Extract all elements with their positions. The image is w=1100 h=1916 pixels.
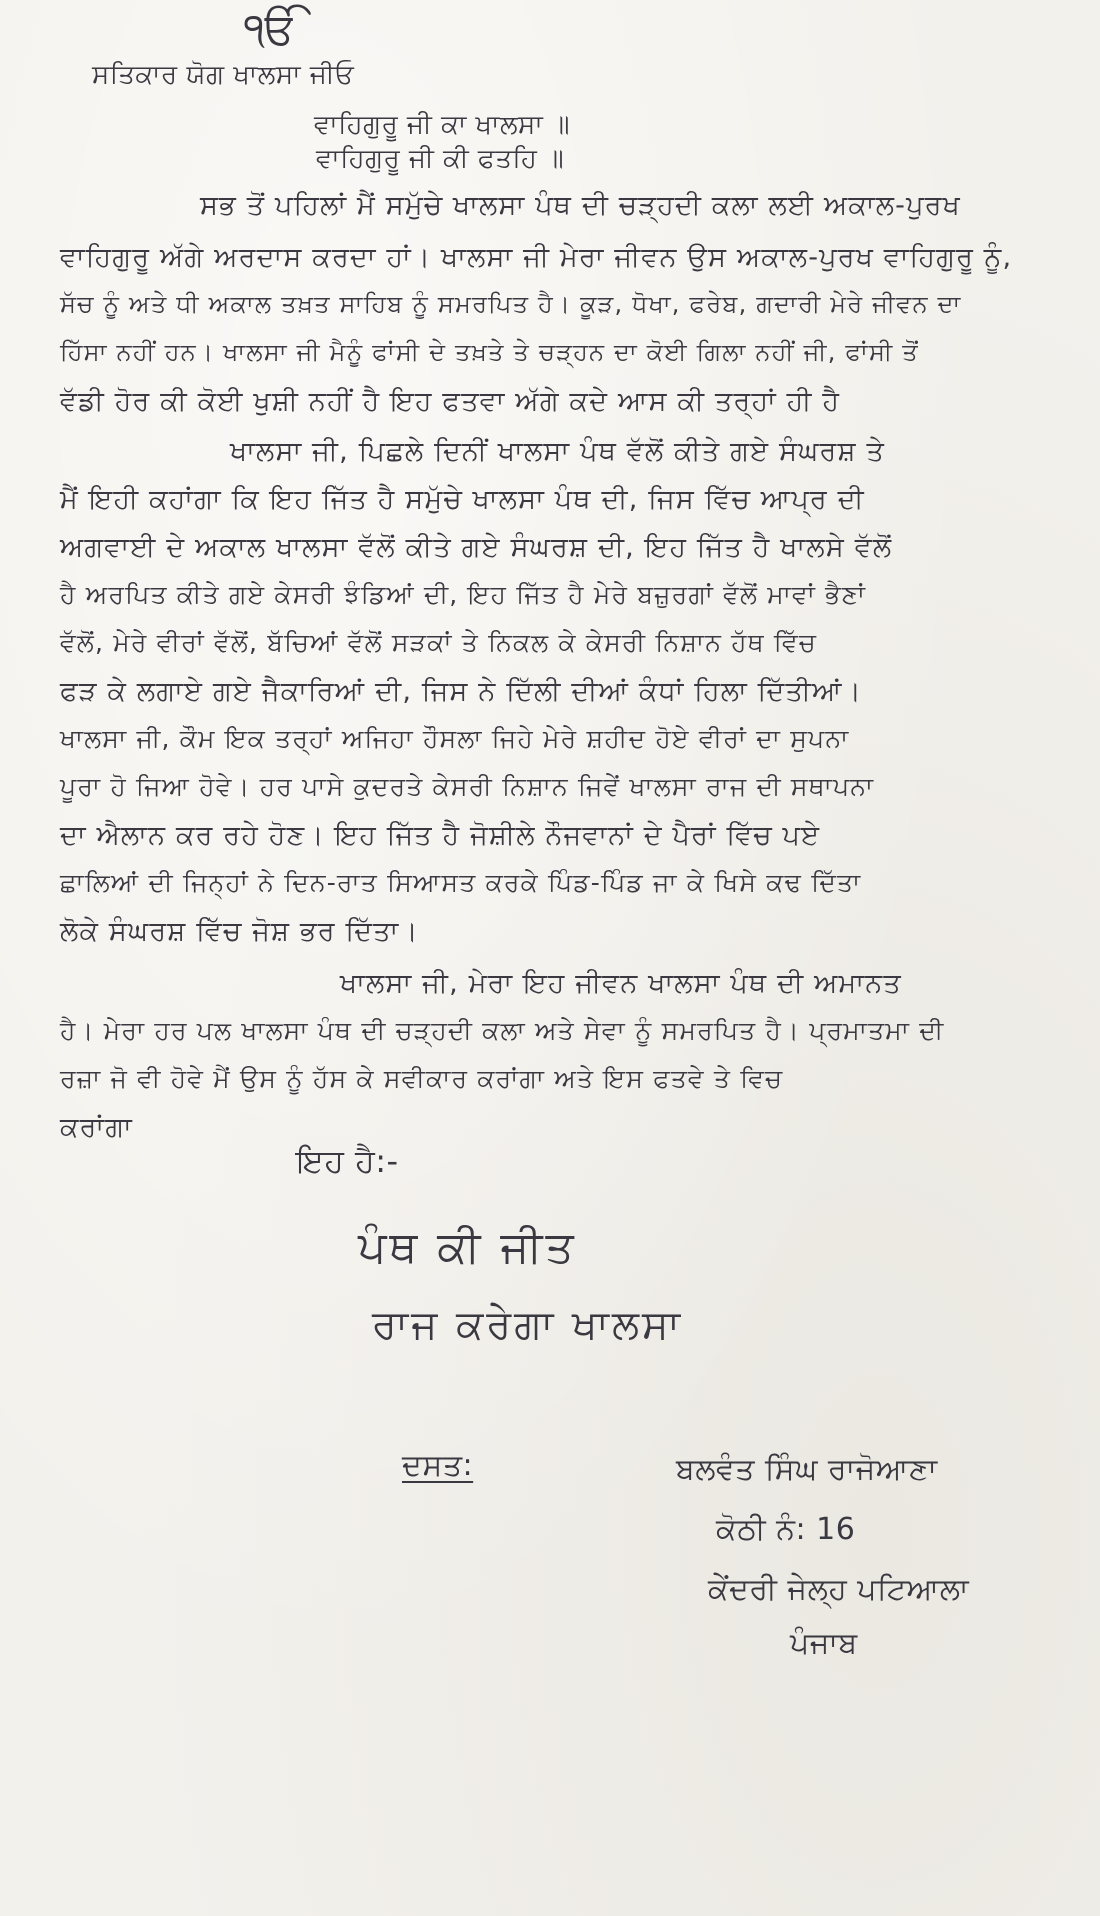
paragraph-2-line-8: ਪੂਰਾ ਹੋ ਜਿਆ ਹੋਵੇ। ਹਰ ਪਾਸੇ ਕੁਦਰਤੇ ਕੇਸਰੀ ਨਿਸ਼ਾਨ ਜਿਵੇਂ ਖਾਲਸਾ ਰਾਜ ਦੀ ਸਥਾਪਨਾ [60, 772, 875, 801]
paragraph-1-line-3: ਸੱਚ ਨੂੰ ਅਤੇ ਧੀ ਅਕਾਲ ਤਖ਼ਤ ਸਾਹਿਬ ਨੂੰ ਸਮਰਪਿਤ ਹੈ। ਕੂੜ, ਧੋਖਾ, ਫਰੇਬ, ਗਦਾਰੀ ਮੇਰੇ ਜੀਵਨ ਦਾ [60, 290, 962, 318]
paragraph-3-line-4: ਕਰਾਂਗਾ [60, 1112, 133, 1143]
paragraph-1-line-1: ਸਭ ਤੋਂ ਪਹਿਲਾਂ ਮੈਂ ਸਮੁੱਚੇ ਖਾਲਸਾ ਪੰਥ ਦੀ ਚੜ੍ਹਦੀ ਕਲਾ ਲਈ ਅਕਾਲ-ਪੁਰਖ [200, 190, 961, 221]
paragraph-2-line-1: ਖਾਲਸਾ ਜੀ, ਪਿਛਲੇ ਦਿਨੀਂ ਖਾਲਸਾ ਪੰਥ ਵੱਲੋਂ ਕੀਤੇ ਗਏ ਸੰਘਰਸ਼ ਤੇ [230, 436, 885, 467]
paragraph-1-line-2: ਵਾਹਿਗੁਰੂ ਅੱਗੇ ਅਰਦਾਸ ਕਰਦਾ ਹਾਂ। ਖਾਲਸਾ ਜੀ ਮੇਰਾ ਜੀਵਨ ਉਸ ਅਕਾਲ-ਪੁਰਖ ਵਾਹਿਗੁਰੂ ਨੂੰ, [60, 242, 1013, 273]
paragraph-2-line-4: ਹੈ ਅਰਪਿਤ ਕੀਤੇ ਗਏ ਕੇਸਰੀ ਝੰਡਿਆਂ ਦੀ, ਇਹ ਜਿੱਤ ਹੈ ਮੇਰੇ ਬਜ਼ੁਰਗਾਂ ਵੱਲੋਂ ਮਾਵਾਂ ਭੈਣਾਂ [60, 580, 867, 609]
greeting-line-1: ਵਾਹਿਗੁਰੂ ਜੀ ਕਾ ਖਾਲਸਾ ॥ [314, 110, 571, 140]
slogan-raj-karega-khalsa: ਰਾਜ ਕਰੇਗਾ ਖਾਲਸਾ [372, 1302, 684, 1348]
paragraph-2-line-9: ਦਾ ਐਲਾਨ ਕਰ ਰਹੇ ਹੋਣ। ਇਹ ਜਿੱਤ ਹੈ ਜੋਸ਼ੀਲੇ ਨੌਜਵਾਨਾਂ ਦੇ ਪੈਰਾਂ ਵਿੱਚ ਪਏ [60, 820, 821, 851]
paragraph-2-line-2: ਮੈਂ ਇਹੀ ਕਹਾਂਗਾ ਕਿ ਇਹ ਜਿੱਤ ਹੈ ਸਮੁੱਚੇ ਖਾਲਸਾ ਪੰਥ ਦੀ, ਜਿਸ ਵਿੱਚ ਆਪ੍ਰ ਦੀ [60, 484, 865, 515]
signer-name: ਬਲਵੰਤ ਸਿੰਘ ਰਾਜੋਆਣਾ [676, 1452, 938, 1487]
jail-name: ਕੇਂਦਰੀ ਜੇਲ੍ਹ ਪਟਿਆਲਾ [708, 1572, 970, 1607]
state-name: ਪੰਜਾਬ [790, 1626, 858, 1661]
paragraph-2-line-10: ਛਾਲਿਆਂ ਦੀ ਜਿਨ੍ਹਾਂ ਨੇ ਦਿਨ-ਰਾਤ ਸਿਆਸਤ ਕਰਕੇ ਪਿੰਡ-ਪਿੰਡ ਜਾ ਕੇ ਖਿਸੇ ਕਢ ਦਿੱਤਾ [60, 868, 862, 897]
paragraph-2-line-6: ਫੜ ਕੇ ਲਗਾਏ ਗਏ ਜੈਕਾਰਿਆਂ ਦੀ, ਜਿਸ ਨੇ ਦਿੱਲੀ ਦੀਆਂ ਕੰਧਾਂ ਹਿਲਾ ਦਿੱਤੀਆਂ। [60, 676, 863, 707]
invocation-symbol: ੴ [244, 4, 301, 55]
salutation: ਸਤਿਕਾਰ ਯੋਗ ਖਾਲਸਾ ਜੀਓ [92, 60, 355, 90]
paragraph-2-line-7: ਖਾਲਸਾ ਜੀ, ਕੌਮ ਇਕ ਤਰ੍ਹਾਂ ਅਜਿਹਾ ਹੌਸਲਾ ਜਿਹੇ ਮੇਰੇ ਸ਼ਹੀਦ ਹੋਏ ਵੀਰਾਂ ਦਾ ਸੁਪਨਾ [60, 724, 850, 753]
paragraph-3-line-3: ਰਜ਼ਾ ਜੋ ਵੀ ਹੋਵੇ ਮੈਂ ਉਸ ਨੂੰ ਹੱਸ ਕੇ ਸਵੀਕਾਰ ਕਰਾਂਗਾ ਅਤੇ ਇਸ ਫਤਵੇ ਤੇ ਵਿਚ [60, 1064, 784, 1093]
paragraph-1-line-4: ਹਿੱਸਾ ਨਹੀਂ ਹਨ। ਖਾਲਸਾ ਜੀ ਮੈਨੂੰ ਫਾਂਸੀ ਦੇ ਤਖ਼ਤੇ ਤੇ ਚੜ੍ਹਨ ਦਾ ਕੋਈ ਗਿਲਾ ਨਹੀਂ ਜੀ, ਫਾਂਸੀ ਤੋਂ [60, 338, 919, 366]
paragraph-3-line-2: ਹੈ। ਮੇਰਾ ਹਰ ਪਲ ਖਾਲਸਾ ਪੰਥ ਦੀ ਚੜ੍ਹਦੀ ਕਲਾ ਅਤੇ ਸੇਵਾ ਨੂੰ ਸਮਰਪਿਤ ਹੈ। ਪ੍ਰਮਾਤਮਾ ਦੀ [60, 1016, 945, 1045]
signature-label: ਦਸਤ: [402, 1448, 474, 1483]
paragraph-2-line-3: ਅਗਵਾਈ ਦੇ ਅਕਾਲ ਖਾਲਸਾ ਵੱਲੋਂ ਕੀਤੇ ਗਏ ਸੰਘਰਸ਼ ਦੀ, ਇਹ ਜਿੱਤ ਹੈ ਖਾਲਸੇ ਵੱਲੋਂ [60, 532, 893, 563]
cell-number: ਕੋਠੀ ਨੰ: 16 [716, 1512, 856, 1547]
paragraph-2-line-5: ਵੱਲੋਂ, ਮੇਰੇ ਵੀਰਾਂ ਵੱਲੋਂ, ਬੱਚਿਆਂ ਵੱਲੋਂ ਸੜਕਾਂ ਤੇ ਨਿਕਲ ਕੇ ਕੇਸਰੀ ਨਿਸ਼ਾਨ ਹੱਥ ਵਿੱਚ [60, 628, 817, 657]
slogan-panth-ki-jeet: ਪੰਥ ਕੀ ਜੀਤ [358, 1222, 577, 1273]
paragraph-1-line-5: ਵੱਡੀ ਹੋਰ ਕੀ ਕੋਈ ਖੁਸ਼ੀ ਨਹੀਂ ਹੈ ਇਹ ਫਤਵਾ ਅੱਗੇ ਕਦੇ ਆਸ ਕੀ ਤਰ੍ਹਾਂ ਹੀ ਹੈ [60, 386, 841, 417]
paragraph-3-line-1: ਖਾਲਸਾ ਜੀ, ਮੇਰਾ ਇਹ ਜੀਵਨ ਖਾਲਸਾ ਪੰਥ ਦੀ ਅਮਾਨਤ [340, 968, 902, 999]
closing-lead: ਇਹ ਹੈ:- [296, 1142, 399, 1180]
greeting-line-2: ਵਾਹਿਗੁਰੂ ਜੀ ਕੀ ਫਤਹਿ ॥ [316, 144, 565, 174]
paragraph-2-line-11: ਲੋਕੇ ਸੰਘਰਸ਼ ਵਿੱਚ ਜੋਸ਼ ਭਰ ਦਿੱਤਾ। [60, 916, 419, 947]
